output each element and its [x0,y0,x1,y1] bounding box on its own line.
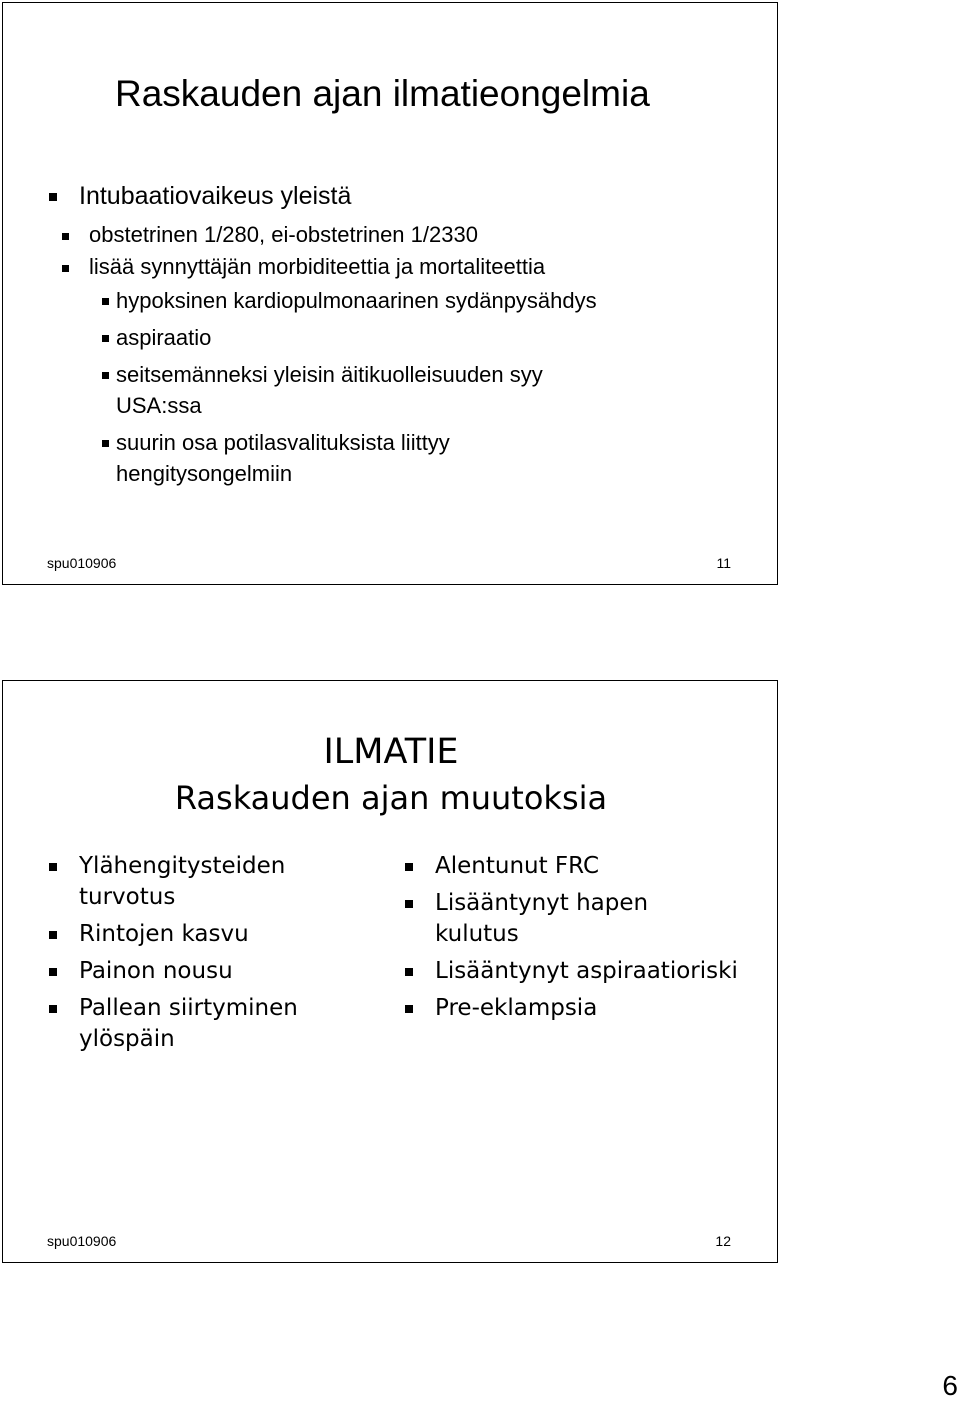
list-item-text-continued: ylöspäin [79,1026,175,1052]
square-bullet-icon [405,900,413,908]
bullet-list [49,181,597,489]
square-bullet-icon [102,298,109,305]
list-item-text: lisää synnyttäjän morbiditeettia ja mortaliteettia [89,254,546,279]
list-item-text-continued: hengitysongelmiin [116,461,293,486]
square-bullet-icon [62,233,69,240]
square-bullet-icon [49,193,57,201]
list-item [405,956,738,987]
square-bullet-icon [405,863,413,871]
right-bullet-column [405,851,738,1030]
square-bullet-icon [102,372,109,379]
list-item-text: Intubaatiovaikeus yleistä [79,182,352,210]
list-item [49,956,298,987]
list-item-text: suurin osa potilasvalituksista liittyy [116,430,450,455]
list-item-text-continued: USA:ssa [116,393,202,418]
list-item [49,919,298,950]
list-item [49,181,597,211]
square-bullet-icon [49,968,57,976]
list-item [405,851,738,882]
list-item-text: Alentunut FRC [435,853,600,879]
slide-11 [2,2,778,585]
list-item-text: Pallean siirtyminen [79,995,298,1021]
list-item [84,359,597,421]
list-item-text: obstetrinen 1/280, ei-obstetrinen 1/2330 [89,222,478,247]
list-item-text-continued: turvotus [79,884,176,910]
list-item-text: Lisääntynyt aspiraatioriski [435,958,738,984]
list-item-text: Painon nousu [79,958,233,984]
square-bullet-icon [49,931,57,939]
square-bullet-icon [62,265,69,272]
square-bullet-icon [102,335,109,342]
square-bullet-icon [405,1005,413,1013]
list-item-text-continued: kulutus [435,921,519,947]
slide-title: ILMATIE [323,732,459,772]
page-number: 6 [942,1370,958,1401]
square-bullet-icon [102,440,109,447]
left-bullet-column [49,851,298,1061]
list-item [57,251,597,283]
slide-footer-id: spu010906 [47,1233,117,1249]
slide-subtitle: Raskauden ajan muutoksia [174,779,608,817]
list-item-text: hypoksinen kardiopulmonaarinen sydänpysähdys [116,288,597,313]
list-item-text: Pre-eklampsia [435,995,598,1021]
list-item-text: Lisääntynyt hapen [435,890,649,916]
slide-footer-id: spu010906 [47,555,117,571]
list-item [84,285,597,316]
square-bullet-icon [405,968,413,976]
list-item [84,427,597,489]
list-item-text: Ylähengitysteiden [79,853,286,879]
list-item [84,322,597,353]
slide-number: 12 [715,1233,731,1249]
list-item [405,888,738,950]
list-item [405,993,738,1024]
list-item-text: aspiraatio [116,325,212,350]
list-item-text: seitsemänneksi yleisin äitikuolleisuuden syy [116,362,543,387]
slide-number: 11 [716,555,731,571]
list-item [49,993,298,1055]
square-bullet-icon [49,1005,57,1013]
list-item [49,851,298,913]
slide-12 [2,680,778,1263]
list-item [57,219,597,251]
square-bullet-icon [49,863,57,871]
slide-title: Raskauden ajan ilmatieongelmia [115,73,650,114]
list-item-text: Rintojen kasvu [79,921,249,947]
